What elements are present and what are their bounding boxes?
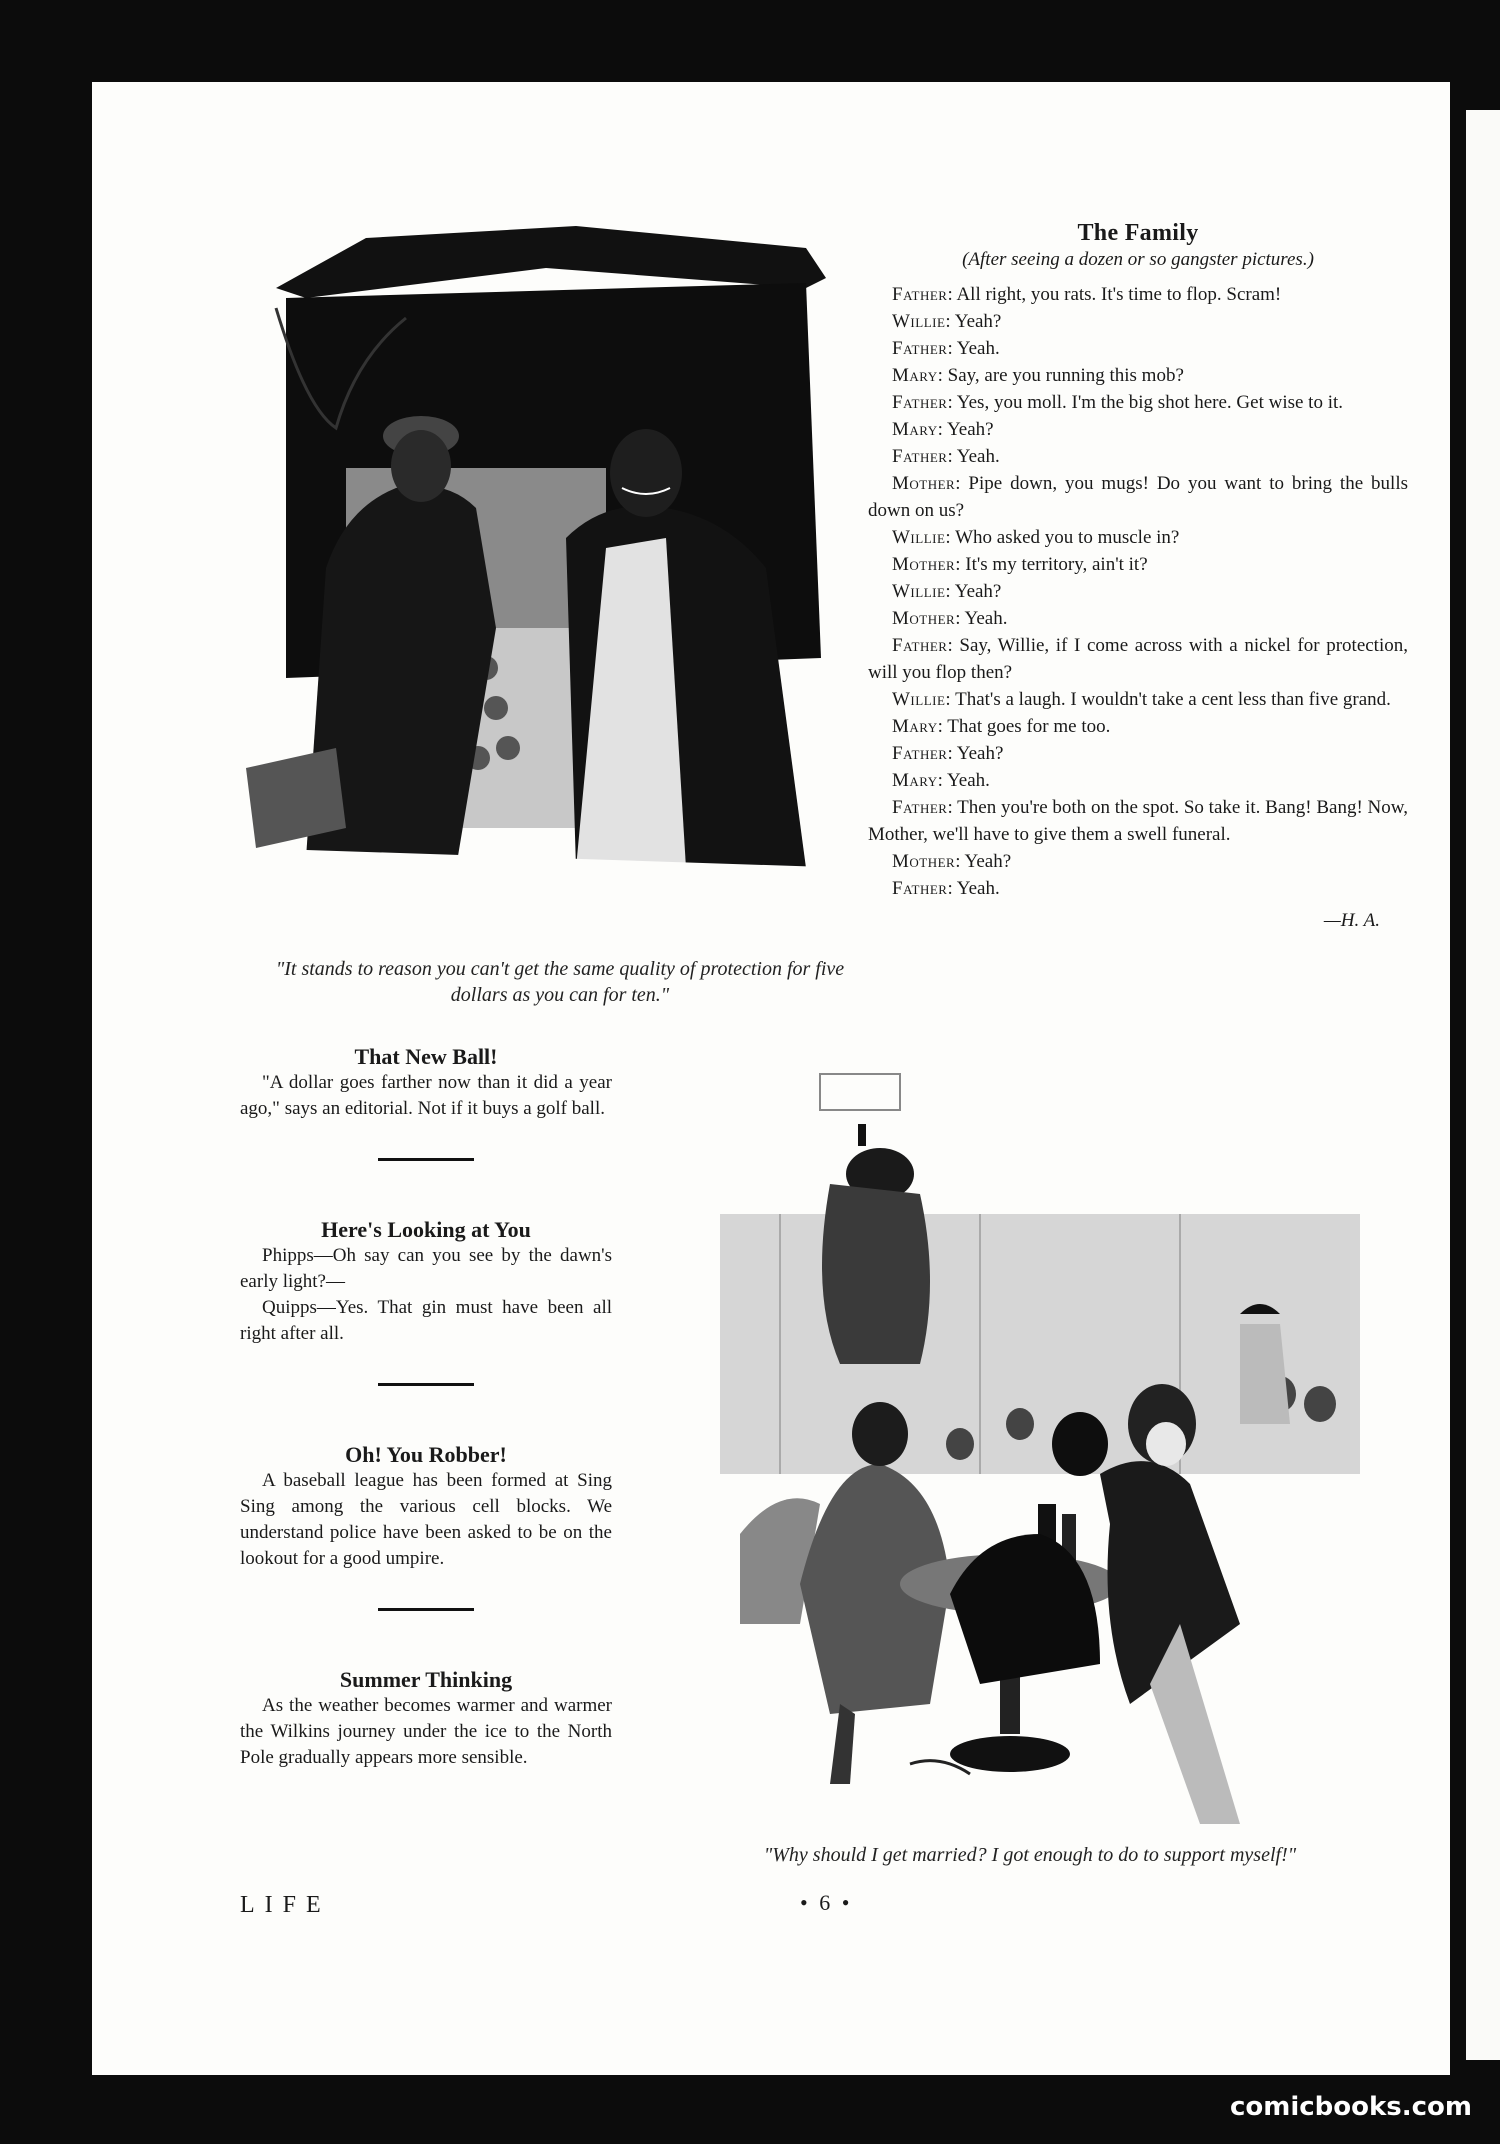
cartoon-caption-bottom: "Why should I get married? I got enough to do to support myself!" bbox=[763, 1844, 1297, 1866]
short-item-body: Quipps—Yes. That gin must have been all right after all. bbox=[240, 1297, 612, 1344]
dialogue-text: : Yeah? bbox=[955, 851, 1012, 872]
speaker-name: Willie bbox=[892, 689, 946, 710]
dialogue-line bbox=[868, 848, 1408, 875]
dialogue-text: : Yeah? bbox=[947, 743, 1004, 764]
dialogue-text: : Yeah. bbox=[947, 338, 1000, 359]
short-item-body: As the weather becomes warmer and warmer the Wilkins journey under the ice to the North Pole gradually appears more sensible. bbox=[240, 1695, 612, 1768]
speaker-name: Father bbox=[892, 338, 948, 359]
speaker-name: Mother bbox=[892, 851, 956, 872]
dialogue-line bbox=[868, 605, 1408, 632]
short-item-body: A baseball league has been formed at Sing Sing among the various cell blocks. We understand police have been asked to be on the lookout for a good umpire. bbox=[240, 1470, 612, 1569]
speaker-name: Mother bbox=[892, 473, 956, 494]
dialogue-text: : Yeah? bbox=[945, 581, 1002, 602]
short-item bbox=[240, 1217, 612, 1347]
dialogue-line bbox=[868, 578, 1408, 605]
dialogue-text: : All right, you rats. It's time to flop. Scram! bbox=[947, 284, 1282, 305]
dialogue-line bbox=[868, 416, 1408, 443]
dialogue-line bbox=[868, 443, 1408, 470]
dialogue-line bbox=[868, 335, 1408, 362]
short-item-body: "A dollar goes farther now than it did a year ago," says an editorial. Not if it buys a golf ball. bbox=[240, 1072, 612, 1119]
dialogue-text: : Say, Willie, if I come across with a nickel for protection, will you flop then? bbox=[868, 635, 1408, 683]
cartoon-illustration-bottom bbox=[680, 1064, 1380, 1834]
family-article bbox=[868, 220, 1408, 932]
section-divider bbox=[378, 1608, 474, 1611]
dialogue-text: : Yeah. bbox=[947, 878, 1000, 899]
speaker-name: Mother bbox=[892, 608, 956, 629]
dialogue-line bbox=[868, 767, 1408, 794]
speaker-name: Father bbox=[892, 878, 948, 899]
dialogue-text: : Who asked you to muscle in? bbox=[945, 527, 1180, 548]
speaker-name: Willie bbox=[892, 527, 946, 548]
dialogue-text: : That goes for me too. bbox=[937, 716, 1111, 737]
short-items-column bbox=[240, 1044, 612, 1771]
dialogue-line bbox=[868, 875, 1408, 902]
dialogue-line bbox=[868, 632, 1408, 686]
speaker-name: Father bbox=[892, 392, 948, 413]
dialogue-text: : Say, are you running this mob? bbox=[937, 365, 1184, 386]
dialogue-text: : Yeah. bbox=[955, 608, 1008, 629]
cartoon-caption-top: "It stands to reason you can't get the same quality of protection for five dollars as you can for ten." bbox=[275, 958, 845, 1006]
watermark: comicbooks.com bbox=[1229, 2092, 1472, 2122]
magazine-name: LIFE bbox=[240, 1892, 331, 1918]
dialogue-text: : Yeah? bbox=[945, 311, 1002, 332]
short-item bbox=[240, 1667, 612, 1771]
short-item-title: Oh! You Robber! bbox=[345, 1442, 507, 1467]
facing-page-edge bbox=[1466, 110, 1500, 2060]
short-item-body: Phipps—Oh say can you see by the dawn's early light?— bbox=[240, 1245, 612, 1292]
dialogue-text: : Then you're both on the spot. So take it. Bang! Bang! Now, Mother, we'll have to give them a swell funeral. bbox=[868, 797, 1408, 845]
dialogue-text: : Pipe down, you mugs! Do you want to bring the bulls down on us? bbox=[868, 473, 1408, 521]
speaker-name: Father bbox=[892, 797, 948, 818]
section-divider bbox=[378, 1158, 474, 1161]
dialogue-line bbox=[868, 794, 1408, 848]
speaker-name: Mother bbox=[892, 554, 956, 575]
section-divider bbox=[378, 1383, 474, 1386]
speaker-name: Mary bbox=[892, 365, 938, 386]
dialogue-line bbox=[868, 281, 1408, 308]
dialogue-line bbox=[868, 470, 1408, 524]
dialogue-text: : It's my territory, ain't it? bbox=[955, 554, 1148, 575]
speaker-name: Willie bbox=[892, 581, 946, 602]
short-item bbox=[240, 1442, 612, 1572]
page-number: • 6 • bbox=[800, 1890, 853, 1915]
family-title: The Family bbox=[1077, 220, 1199, 246]
speaker-name: Mary bbox=[892, 419, 938, 440]
dialogue-text: : Yes, you moll. I'm the big shot here. Get wise to it. bbox=[947, 392, 1344, 413]
dialogue-line bbox=[868, 551, 1408, 578]
speaker-name: Father bbox=[892, 743, 948, 764]
dialogue-text: : Yeah? bbox=[937, 419, 994, 440]
dialogue-text: : Yeah. bbox=[947, 446, 1000, 467]
dialogue-line bbox=[868, 740, 1408, 767]
speaker-name: Father bbox=[892, 284, 948, 305]
short-item-title: That New Ball! bbox=[354, 1044, 498, 1069]
speaker-name: Father bbox=[892, 635, 948, 656]
speaker-name: Mary bbox=[892, 770, 938, 791]
dialogue-line bbox=[868, 524, 1408, 551]
cartoon-illustration-top bbox=[246, 208, 856, 898]
dialogue-text: : That's a laugh. I wouldn't take a cent less than five grand. bbox=[945, 689, 1391, 710]
family-dialogue bbox=[868, 281, 1408, 902]
dialogue-line bbox=[868, 686, 1408, 713]
family-subtitle: (After seeing a dozen or so gangster pictures.) bbox=[962, 249, 1314, 270]
family-signature: —H. A. bbox=[1323, 910, 1380, 931]
speaker-name: Willie bbox=[892, 311, 946, 332]
dialogue-line bbox=[868, 362, 1408, 389]
speaker-name: Mary bbox=[892, 716, 938, 737]
short-item-title: Here's Looking at You bbox=[321, 1217, 531, 1242]
short-item bbox=[240, 1044, 612, 1122]
dialogue-line bbox=[868, 308, 1408, 335]
dialogue-line bbox=[868, 713, 1408, 740]
short-item-title: Summer Thinking bbox=[339, 1667, 513, 1692]
dialogue-text: : Yeah. bbox=[937, 770, 990, 791]
speaker-name: Father bbox=[892, 446, 948, 467]
dialogue-line bbox=[868, 389, 1408, 416]
